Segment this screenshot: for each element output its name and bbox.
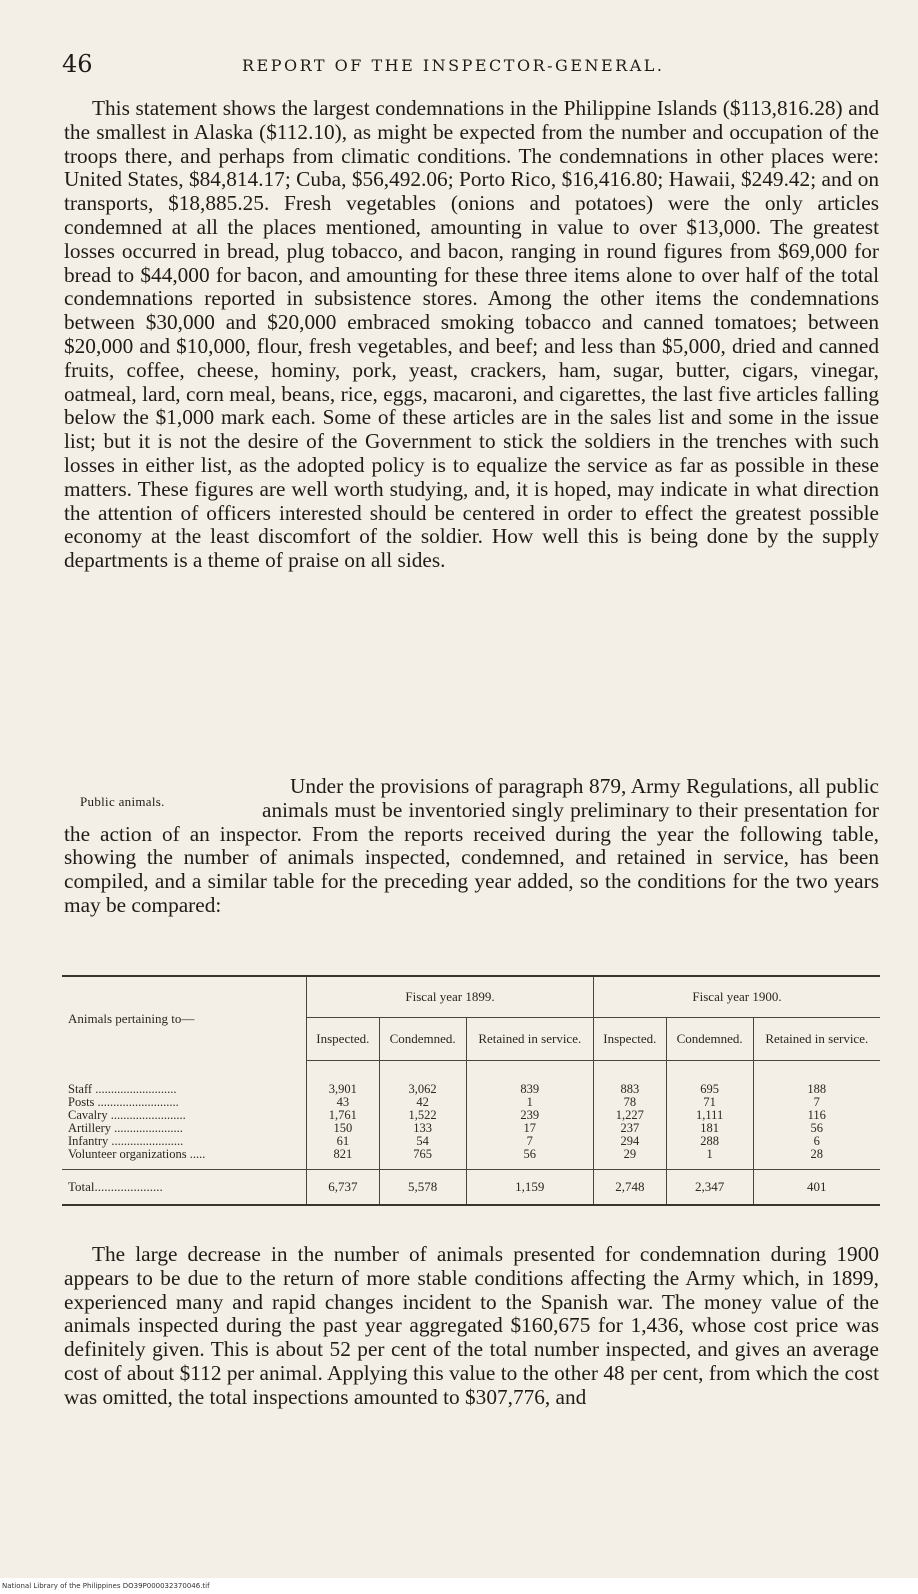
cell-condemned-1899: 3,062 — [379, 1061, 466, 1097]
col-inspected-1899: Inspected. — [307, 1018, 380, 1061]
table-row — [62, 1061, 880, 1097]
table-row — [62, 1109, 880, 1122]
cell-retained-1899: 7 — [466, 1135, 593, 1148]
total-inspected-1900: 2,748 — [594, 1170, 667, 1206]
cell-condemned-1899: 765 — [379, 1148, 466, 1170]
cell-retained-1900: 56 — [810, 1121, 824, 1135]
cell-inspected-1899: 821 — [307, 1148, 380, 1170]
total-retained-1900: 401 — [753, 1170, 880, 1206]
running-head: REPORT OF THE INSPECTOR-GENERAL. — [242, 56, 665, 75]
cell-inspected-1900: 29 — [594, 1148, 667, 1170]
cell-retained-1899: 56 — [466, 1148, 593, 1170]
col-condemned-1899: Condemned. — [379, 1018, 466, 1061]
paragraph-condemnations: This statement shows the largest condemnations in the Philippine Islands ($113,816.28) and the smallest in Alaska ($112.10), as might be expected from the number and occupation of the troops there, and perhaps from climatic conditions. The condemnations in other places were: United States, $84,814.17; Cuba, $56,492.06; Porto Rico, $16,416.80; Hawaii, $249.42; and on transports, $18,885.25. Fresh vegetables (onions and potatoes) were the only articles condemned at all the places mentioned, amounting in value to over $13,000. The greatest losses occurred in bread, plug tobacco, and bacon, ranging in round figures from $69,000 for bread to $44,000 for bacon, and amounting for these three items alone to over half of the total condemnations reported in subsistence stores. Among the other items the condemnations between $30,000 and $20,000 embraced smoking tobacco and canned tomatoes; between $20,000 and $10,000, flour, fresh vegetables, and beef; and less than $5,000, dried and canned fruits, coffee, cheese, hominy, pork, yeast, crackers, ham, sugar, butter, cigars, vinegar, oatmeal, lard, corn meal, beans, rice, eggs, macaroni, and cigarettes, the last five articles falling below the $1,000 mark each. Some of these articles are in the sales list and some in the issue list; but it is not the desire of the Government to stick the soldiers in the trenches with such losses in either list, as the adopted policy is to equalize the service as far as possible in these matters. These figures are well worth studying, and, it is hoped, may indicate in what direction the attention of officers interested should be centered in order to effect the greatest possible economy at the least discomfort of the soldier. How well this is being done by the supply departments is a theme of praise on all sides. — [64, 96, 879, 573]
row-label: Staff .......................... — [62, 1061, 307, 1097]
total-retained-1899: 1,159 — [466, 1170, 593, 1206]
cell-condemned-1899: 42 — [379, 1096, 466, 1109]
cell-inspected-1899: 43 — [307, 1096, 380, 1109]
cell-inspected-1899: 1,761 — [307, 1109, 380, 1122]
cell-retained-1899: 1 — [466, 1096, 593, 1109]
table-total-row — [62, 1170, 880, 1206]
cell-condemned-1900: 181 — [666, 1122, 753, 1135]
table-row — [62, 1148, 880, 1170]
total-label: Total..................... — [62, 1170, 307, 1206]
cell-inspected-1900: 237 — [594, 1122, 667, 1135]
cell-inspected-1900: 1,227 — [594, 1109, 667, 1122]
page-header — [62, 50, 882, 80]
col-retained-1900: Retained in service. — [753, 1018, 880, 1061]
col-retained-1899: Retained in service. — [466, 1018, 593, 1061]
table-row — [62, 1096, 880, 1109]
paragraph-public-animals-text: Under the provisions of paragraph 879, Army Regulations, all public animals must be inventoried singly preliminary to their presentation for the action of an inspector. From the reports received during the year the following table, showing the number of animals inspected, condemned, and retained in service, has been compiled, and a similar table for the preceding year added, so the conditions for the two years may be compared: — [64, 774, 879, 917]
marginal-note: Public animals. — [80, 794, 165, 809]
fiscal-year-1899-header: Fiscal year 1899. — [307, 976, 594, 1018]
cell-inspected-1899: 61 — [307, 1135, 380, 1148]
cell-condemned-1899: 1,522 — [379, 1109, 466, 1122]
cell-condemned-1900: 1,111 — [666, 1109, 753, 1122]
cell-retained-1900: 6 — [813, 1134, 820, 1148]
scan-footer-text: National Library of the Philippines DO39P000032370046.tif — [2, 1582, 210, 1590]
row-label: Artillery ...................... — [62, 1122, 307, 1135]
row-label: Cavalry ........................ — [62, 1109, 307, 1122]
cell-condemned-1900: 695 — [666, 1061, 753, 1097]
cell-condemned-1900: 288 — [666, 1135, 753, 1148]
cell-condemned-1899: 133 — [379, 1122, 466, 1135]
cell-retained-1900: 28 — [810, 1147, 824, 1161]
page-number: 46 — [62, 50, 93, 78]
table-row — [62, 1122, 880, 1135]
fiscal-year-1900-header: Fiscal year 1900. — [594, 976, 881, 1018]
cell-inspected-1899: 3,901 — [307, 1061, 380, 1097]
cell-condemned-1900: 71 — [666, 1096, 753, 1109]
cell-retained-1899: 17 — [466, 1122, 593, 1135]
scan-footer — [0, 1578, 918, 1594]
paragraph-public-animals — [64, 775, 879, 918]
table-corner-label: Animals pertaining to— — [62, 976, 307, 1061]
cell-retained-1900: 188 — [807, 1082, 827, 1096]
table-row — [62, 1135, 880, 1148]
cell-retained-1899: 839 — [466, 1061, 593, 1097]
row-label: Posts .......................... — [62, 1096, 307, 1109]
cell-inspected-1900: 883 — [594, 1061, 667, 1097]
cell-condemned-1900: 1 — [666, 1148, 753, 1170]
cell-inspected-1899: 150 — [307, 1122, 380, 1135]
cell-inspected-1900: 78 — [594, 1096, 667, 1109]
row-label: Infantry ....................... — [62, 1135, 307, 1148]
total-condemned-1900: 2,347 — [666, 1170, 753, 1206]
animals-table — [62, 975, 880, 1206]
col-condemned-1900: Condemned. — [666, 1018, 753, 1061]
total-inspected-1899: 6,737 — [307, 1170, 380, 1206]
total-condemned-1899: 5,578 — [379, 1170, 466, 1206]
cell-condemned-1899: 54 — [379, 1135, 466, 1148]
row-label: Volunteer organizations ..... — [62, 1148, 307, 1170]
cell-retained-1900: 7 — [813, 1095, 820, 1109]
cell-inspected-1900: 294 — [594, 1135, 667, 1148]
paragraph-decrease: The large decrease in the number of animals presented for condemnation during 1900 appears to be due to the return of more stable conditions affecting the Army which, in 1899, experienced many and rapid changes incident to the Spanish war. The money value of the animals inspected during the past year aggregated $160,675 for 1,436, whose cost price was definitely given. This is about 52 per cent of the total number inspected, and gives an average cost of about $112 per animal. Applying this value to the other 48 per cent, from which the cost was omitted, the total inspections amounted to $307,776, and — [64, 1242, 879, 1409]
cell-retained-1900: 116 — [807, 1108, 826, 1122]
cell-retained-1899: 239 — [466, 1109, 593, 1122]
col-inspected-1900: Inspected. — [594, 1018, 667, 1061]
